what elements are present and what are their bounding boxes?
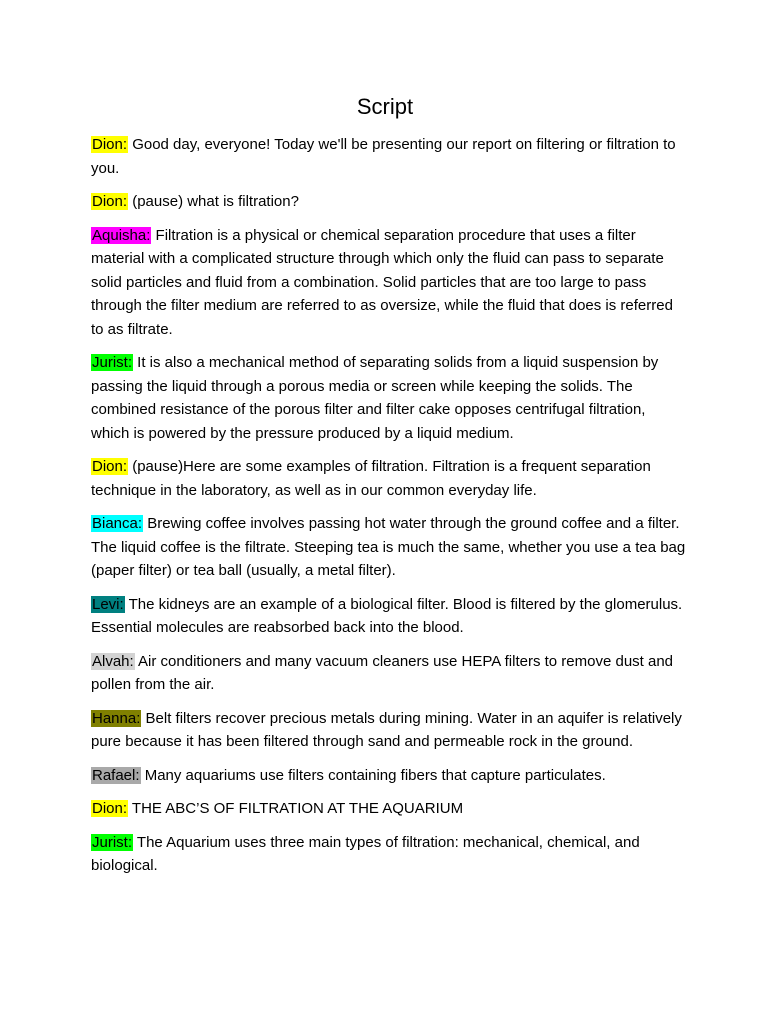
speech-text: The kidneys are an example of a biological filter. Blood is filtered by the glomerulus. Essential molecules are reabsorbed back into the blood.: [91, 595, 683, 636]
speech-text: (pause)Here are some examples of filtration. Filtration is a frequent separation technique in the laboratory, as well as in our common everyday life.: [91, 458, 651, 499]
speech-text: (pause) what is filtration?: [128, 193, 299, 210]
script-line: [91, 764, 687, 788]
speaker-label: Jurist:: [92, 833, 133, 851]
speech-text: Air conditioners and many vacuum cleaners use HEPA filters to remove dust and pollen from the air.: [91, 652, 674, 693]
speaker-label: Rafael:: [92, 766, 140, 784]
speech-text: Belt filters recover precious metals during mining. Water in an aquifer is relatively pure because it has been filtered through sand and permeable rock in the ground.: [91, 709, 682, 750]
script-line: [91, 831, 687, 878]
script-line: [91, 707, 687, 754]
speaker-label: Aquisha:: [92, 226, 151, 244]
page-title: Script: [356, 94, 414, 119]
script-line: [91, 512, 687, 583]
script-line: [91, 455, 687, 502]
script-line: [91, 190, 687, 214]
speaker-label: Hanna:: [92, 709, 141, 727]
speaker-label: Dion:: [92, 458, 128, 475]
speaker-label: Levi:: [92, 595, 124, 613]
speaker-label: Dion:: [92, 136, 128, 153]
speaker-label: Jurist:: [92, 354, 133, 371]
speech-text: Brewing coffee involves passing hot water through the ground coffee and a filter. The liquid coffee is the filtrate. Steeping tea is much the same, whether you use a tea bag (paper filter) or tea ball (usually, a metal filter).: [91, 515, 686, 579]
script-line: [91, 650, 687, 697]
speaker-label: Dion:: [92, 193, 128, 210]
script-line: [91, 224, 687, 342]
speech-text: It is also a mechanical method of separating solids from a liquid suspension by passing the liquid through a porous media or screen while keeping the solids. The combined resistance of the porous filter and filter cake opposes centrifugal filtration, which is powered by the pressure produced by a liquid medium.: [91, 354, 659, 442]
speech-text: Many aquariums use filters containing fibers that capture particulates.: [140, 766, 606, 784]
speaker-label: Alvah:: [92, 652, 134, 670]
speech-text: The Aquarium uses three main types of filtration: mechanical, chemical, and biological.: [91, 833, 640, 874]
speech-text: Good day, everyone! Today we'll be presenting our report on filtering or filtration to you.: [91, 136, 676, 177]
speaker-label: Bianca:: [92, 515, 143, 532]
script-line: [91, 593, 687, 640]
speaker-label: Dion:: [92, 800, 128, 817]
script-line: [91, 133, 687, 180]
speech-text: Filtration is a physical or chemical separation procedure that uses a filter material with a complicated structure through which only the fluid can pass to separate solid particles and fluid from a combination. Solid particles that are too large to pass through the filter medium are referred to as oversize, while the fluid that does is referred to as filtrate.: [91, 226, 673, 338]
script-body: [91, 133, 687, 888]
script-line: [91, 797, 687, 821]
script-line: [91, 351, 687, 445]
speech-text: THE ABC’S OF FILTRATION AT THE AQUARIUM: [128, 800, 464, 817]
